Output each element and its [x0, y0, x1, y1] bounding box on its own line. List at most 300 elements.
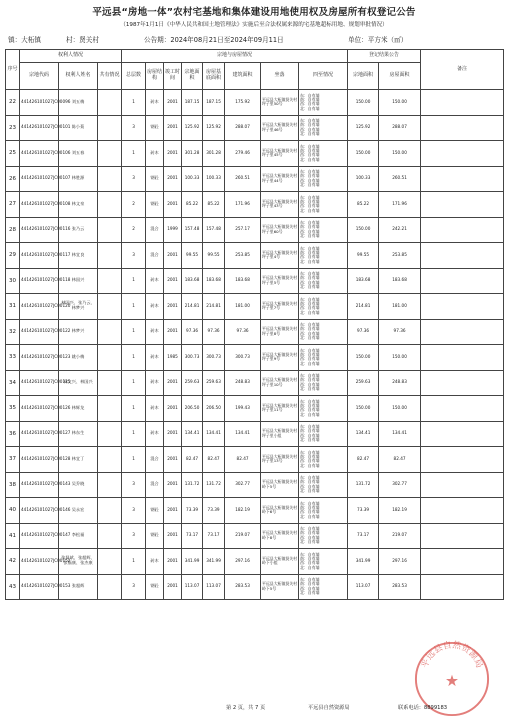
cell-reg-land-area: 150.00 — [348, 141, 379, 167]
cell-co-owner — [98, 268, 122, 294]
cell-owner-name: 林梦兴 — [59, 319, 98, 345]
cell-house-footprint: 300.73 — [203, 345, 225, 371]
registration-table — [5, 49, 504, 600]
cell-completion-year: 2001 — [164, 319, 182, 345]
cell-completion-year: 2001 — [164, 472, 182, 498]
cell-location: 平远县大柘镇贤关村坪子里44号 — [261, 166, 299, 192]
cell-parcel-area: 97.36 — [182, 319, 203, 345]
cell-co-owner — [98, 166, 122, 192]
boundary-line: 北：自有墙 — [300, 590, 320, 596]
cell-remark — [421, 345, 504, 371]
cell-reg-house-area: 181.00 — [379, 294, 421, 320]
cell-building-area: 97.36 — [225, 319, 261, 345]
cell-parcel-code: 441426101027JC00116 — [20, 217, 59, 243]
cell-seq: 38 — [6, 472, 20, 498]
header-year: 竣工时间 — [164, 63, 182, 90]
cell-floors: 1 — [122, 294, 146, 320]
cell-structure: 砖木 — [146, 294, 164, 320]
boundary-line: 南：自有墙 — [300, 402, 320, 408]
header-reg-land: 宗地面积 — [348, 63, 379, 90]
cell-building-area: 260.51 — [225, 166, 261, 192]
cell-co-owner — [98, 319, 122, 345]
cell-parcel-code: 441426101027JC00117 — [20, 243, 59, 269]
boundary-line: 北：自有墙 — [300, 411, 320, 417]
cell-building-area: 171.96 — [225, 192, 261, 218]
cell-reg-house-area: 260.51 — [379, 166, 421, 192]
cell-house-footprint: 85.22 — [203, 192, 225, 218]
boundary-line: 西：自有墙 — [300, 305, 320, 311]
boundary-line: 北：自有墙 — [300, 309, 320, 315]
cell-remark — [421, 523, 504, 549]
cell-co-owner — [98, 396, 122, 422]
cell-completion-year: 2001 — [164, 90, 182, 116]
header-area: 宗地面积 — [182, 63, 203, 90]
cell-co-owner — [98, 447, 122, 473]
boundary-line: 东：自有墙 — [300, 424, 320, 430]
cell-seq: 29 — [6, 243, 20, 269]
cell-completion-year: 2001 — [164, 268, 182, 294]
cell-owner-name: 陈小菊 — [59, 115, 98, 141]
cell-completion-year: 2001 — [164, 141, 182, 167]
boundary-line: 东：自有墙 — [300, 296, 320, 302]
cell-building-area: 82.47 — [225, 447, 261, 473]
boundary-line: 北：自有墙 — [300, 513, 320, 519]
cell-reg-land-area: 341.99 — [348, 549, 379, 575]
boundary-line: 西：自有墙 — [300, 483, 320, 489]
cell-reg-house-area: 97.36 — [379, 319, 421, 345]
cell-parcel-code: 441426101027JC00127 — [20, 421, 59, 447]
boundary-line: 东：自有墙 — [300, 118, 320, 124]
cell-location: 平远县大柘镇贤关村坪子里9号 — [261, 345, 299, 371]
cell-structure: 砖木 — [146, 370, 164, 396]
cell-remark — [421, 217, 504, 243]
cell-boundaries — [299, 166, 348, 192]
cell-owner-name: 张超辉 — [59, 574, 98, 600]
cell-house-footprint: 73.39 — [203, 498, 225, 524]
cell-parcel-code: 441426101027JC00125 — [20, 370, 59, 396]
cell-parcel-area: 341.99 — [182, 549, 203, 575]
boundary-line: 西：自有墙 — [300, 203, 320, 209]
table-row — [6, 90, 504, 116]
cell-house-footprint: 187.15 — [203, 90, 225, 116]
cell-completion-year: 2001 — [164, 498, 182, 524]
cell-location: 平远县大柘镇贤关村坪子里5号 — [261, 268, 299, 294]
cell-location: 平远县大柘镇贤关村岭下小组 — [261, 549, 299, 575]
cell-parcel-code: 441426101027JC00107 — [20, 166, 59, 192]
cell-boundaries — [299, 319, 348, 345]
header-seq: 序号 — [6, 50, 20, 90]
cell-building-area: 288.07 — [225, 115, 261, 141]
boundary-line: 南：自有墙 — [300, 351, 320, 357]
cell-completion-year: 2001 — [164, 243, 182, 269]
boundary-line: 东：自有墙 — [300, 526, 320, 532]
cell-remark — [421, 472, 504, 498]
table-row — [6, 447, 504, 473]
cell-owner-name: 姚小梅 — [59, 345, 98, 371]
header-build-area: 建筑面积 — [225, 63, 261, 90]
cell-parcel-area: 73.39 — [182, 498, 203, 524]
cell-reg-land-area: 134.41 — [348, 421, 379, 447]
cell-owner-name: 林宜良 — [59, 243, 98, 269]
boundary-line: 西：自有墙 — [300, 458, 320, 464]
cell-remark — [421, 370, 504, 396]
cell-reg-land-area: 150.00 — [348, 345, 379, 371]
boundary-line: 南：自有墙 — [300, 96, 320, 102]
cell-completion-year: 2001 — [164, 370, 182, 396]
cell-boundaries — [299, 345, 348, 371]
cell-remark — [421, 396, 504, 422]
cell-reg-land-area: 259.63 — [348, 370, 379, 396]
cell-structure: 混合 — [146, 447, 164, 473]
boundary-line: 南：自有墙 — [300, 147, 320, 153]
cell-house-footprint: 125.92 — [203, 115, 225, 141]
meta-village: 村：贤关村 — [66, 36, 99, 44]
cell-parcel-area: 134.41 — [182, 421, 203, 447]
cell-parcel-code: 441426101027JC00120 — [20, 294, 59, 320]
boundary-line: 北：自有墙 — [300, 284, 320, 290]
cell-reg-house-area: 283.53 — [379, 574, 421, 600]
cell-parcel-code: 441426101027JC00118 — [20, 268, 59, 294]
cell-reg-land-area: 214.81 — [348, 294, 379, 320]
boundary-line: 南：自有墙 — [300, 198, 320, 204]
cell-boundaries — [299, 217, 348, 243]
cell-owner-name: 林国兴 — [59, 268, 98, 294]
cell-parcel-code: 441426101027JC00096 — [20, 90, 59, 116]
cell-parcel-area: 183.68 — [182, 268, 203, 294]
cell-floors: 1 — [122, 268, 146, 294]
cell-house-footprint: 82.47 — [203, 447, 225, 473]
footer-issuer: 平远县自然资源局 — [308, 705, 350, 711]
boundary-line: 东：自有墙 — [300, 347, 320, 353]
boundary-line: 东：自有墙 — [300, 92, 320, 98]
cell-co-owner — [98, 115, 122, 141]
cell-house-footprint: 301.28 — [203, 141, 225, 167]
boundary-line: 北：自有墙 — [300, 207, 320, 213]
cell-co-owner — [98, 294, 122, 320]
page-title: 平远县“房地一体”农村宅基地和集体建设用地使用权及房屋所有权登记公告 — [92, 7, 416, 18]
cell-location: 平远县大柘镇贤关村坪子里8号 — [261, 319, 299, 345]
cell-floors: 1 — [122, 421, 146, 447]
cell-parcel-area: 206.50 — [182, 396, 203, 422]
footer-phone: 联系电话：8899183 — [398, 705, 448, 711]
cell-location: 平远县大柘镇贤关村坪子里46号 — [261, 115, 299, 141]
cell-co-owner — [98, 472, 122, 498]
boundary-line: 西：自有墙 — [300, 228, 320, 234]
boundary-line: 西：自有墙 — [300, 560, 320, 566]
boundary-line: 南：自有墙 — [300, 530, 320, 536]
boundary-line: 东：自有墙 — [300, 475, 320, 481]
boundary-line: 南：自有墙 — [300, 504, 320, 510]
cell-co-owner — [98, 523, 122, 549]
boundary-line: 西：自有墙 — [300, 585, 320, 591]
boundary-line: 南：自有墙 — [300, 224, 320, 230]
cell-boundaries — [299, 574, 348, 600]
cell-location: 平远县大柘镇贤关村坪子里11号 — [261, 396, 299, 422]
header-structure: 房屋结构 — [146, 63, 164, 90]
cell-parcel-area: 214.81 — [182, 294, 203, 320]
cell-house-footprint: 206.50 — [203, 396, 225, 422]
notice-meta — [8, 34, 503, 46]
boundary-line: 西：自有墙 — [300, 279, 320, 285]
boundary-line: 北：自有墙 — [300, 488, 320, 494]
cell-reg-land-area: 85.22 — [348, 192, 379, 218]
table-row — [6, 268, 504, 294]
cell-house-footprint: 214.81 — [203, 294, 225, 320]
cell-building-area: 248.83 — [225, 370, 261, 396]
cell-co-owner — [98, 90, 122, 116]
boundary-line: 北：自有墙 — [300, 131, 320, 137]
boundary-line: 东：自有墙 — [300, 220, 320, 226]
cell-structure: 砖木 — [146, 90, 164, 116]
seal-text: 平远县自然资源局 — [420, 640, 484, 670]
cell-parcel-code: 441426101027JC00146 — [20, 498, 59, 524]
cell-co-owner — [98, 243, 122, 269]
boundary-line: 东：自有墙 — [300, 551, 320, 557]
cell-parcel-code: 441426101027JC00153 — [20, 574, 59, 600]
cell-parcel-code: 441426101027JC00147 — [20, 523, 59, 549]
cell-remark — [421, 574, 504, 600]
cell-reg-house-area: 150.00 — [379, 141, 421, 167]
boundary-line: 北：自有墙 — [300, 105, 320, 111]
cell-boundaries — [299, 115, 348, 141]
boundary-line: 北：自有墙 — [300, 156, 320, 162]
cell-location: 平远县大柘镇贤关村坪子里7号 — [261, 294, 299, 320]
cell-building-area: 181.00 — [225, 294, 261, 320]
cell-completion-year: 2001 — [164, 166, 182, 192]
cell-structure: 砖木 — [146, 421, 164, 447]
cell-owner-name: 林东生 — [59, 421, 98, 447]
cell-completion-year: 2001 — [164, 523, 182, 549]
cell-parcel-area: 82.47 — [182, 447, 203, 473]
cell-co-owner — [98, 370, 122, 396]
cell-floors: 2 — [122, 217, 146, 243]
table-row — [6, 345, 504, 371]
cell-reg-land-area: 99.55 — [348, 243, 379, 269]
svg-text:★: ★ — [445, 671, 459, 690]
cell-remark — [421, 243, 504, 269]
cell-co-owner — [98, 217, 122, 243]
cell-house-footprint: 183.68 — [203, 268, 225, 294]
cell-house-footprint: 157.48 — [203, 217, 225, 243]
cell-parcel-area: 99.55 — [182, 243, 203, 269]
cell-parcel-code: 441426101027JC00123 — [20, 345, 59, 371]
cell-remark — [421, 319, 504, 345]
cell-parcel-area: 113.07 — [182, 574, 203, 600]
cell-completion-year: 2001 — [164, 115, 182, 141]
cell-parcel-code: 441426101027JC00128 — [20, 447, 59, 473]
cell-seq: 30 — [6, 268, 20, 294]
cell-reg-land-area: 100.33 — [348, 166, 379, 192]
cell-parcel-area: 301.28 — [182, 141, 203, 167]
cell-co-owner — [98, 141, 122, 167]
cell-owner-name: 林宜丁 — [59, 447, 98, 473]
cell-parcel-area: 259.63 — [182, 370, 203, 396]
cell-building-area: 257.17 — [225, 217, 261, 243]
boundary-line: 西：自有墙 — [300, 356, 320, 362]
cell-house-footprint: 259.63 — [203, 370, 225, 396]
cell-floors: 2 — [122, 192, 146, 218]
cell-owner-name: 吴永宏 — [59, 498, 98, 524]
cell-reg-land-area: 97.36 — [348, 319, 379, 345]
cell-owner-name: 李松福 — [59, 523, 98, 549]
cell-remark — [421, 268, 504, 294]
cell-location: 平远县大柘镇贤关村岭下5号 — [261, 574, 299, 600]
boundary-line: 西：自有墙 — [300, 177, 320, 183]
cell-boundaries — [299, 192, 348, 218]
cell-parcel-area: 157.48 — [182, 217, 203, 243]
cell-owner-name: 张贤斌、张超辉、张福康、张杰康 — [59, 549, 98, 575]
cell-location: 平远县大柘镇贤关村坪子里10号 — [261, 370, 299, 396]
cell-building-area: 253.85 — [225, 243, 261, 269]
header-footprint: 房屋基底面积 — [203, 63, 225, 90]
svg-text:平远县自然资源局 — [419, 640, 485, 670]
cell-co-owner — [98, 421, 122, 447]
boundary-line: 西：自有墙 — [300, 330, 320, 336]
cell-co-owner — [98, 498, 122, 524]
table-body — [6, 90, 504, 600]
boundary-line: 东：自有墙 — [300, 169, 320, 175]
page-number: 第 2 页，共 7 页 — [226, 705, 266, 711]
cell-structure: 砖木 — [146, 549, 164, 575]
cell-floors: 1 — [122, 370, 146, 396]
cell-reg-house-area: 288.07 — [379, 115, 421, 141]
cell-co-owner — [98, 345, 122, 371]
boundary-line: 南：自有墙 — [300, 581, 320, 587]
boundary-line: 西：自有墙 — [300, 407, 320, 413]
cell-reg-land-area: 125.92 — [348, 115, 379, 141]
cell-seq: 36 — [6, 421, 20, 447]
boundary-line: 西：自有墙 — [300, 126, 320, 132]
boundary-line: 北：自有墙 — [300, 258, 320, 264]
cell-floors: 1 — [122, 549, 146, 575]
boundary-line: 东：自有墙 — [300, 500, 320, 506]
cell-seq: 37 — [6, 447, 20, 473]
cell-parcel-area: 85.22 — [182, 192, 203, 218]
cell-completion-year: 2001 — [164, 192, 182, 218]
cell-structure: 混合 — [146, 217, 164, 243]
cell-reg-land-area: 183.68 — [348, 268, 379, 294]
cell-reg-land-area: 73.39 — [348, 498, 379, 524]
boundary-line: 北：自有墙 — [300, 539, 320, 545]
cell-remark — [421, 166, 504, 192]
cell-completion-year: 2001 — [164, 574, 182, 600]
cell-seq: 42 — [6, 549, 20, 575]
cell-building-area: 300.73 — [225, 345, 261, 371]
boundary-line: 南：自有墙 — [300, 326, 320, 332]
cell-reg-house-area: 248.83 — [379, 370, 421, 396]
boundary-line: 南：自有墙 — [300, 555, 320, 561]
boundary-line: 西：自有墙 — [300, 509, 320, 515]
cell-remark — [421, 90, 504, 116]
cell-reg-land-area: 131.72 — [348, 472, 379, 498]
boundary-line: 北：自有墙 — [300, 182, 320, 188]
cell-house-footprint: 73.17 — [203, 523, 225, 549]
cell-owner-name: 刘五春 — [59, 141, 98, 167]
cell-owner-name: 林胜源 — [59, 166, 98, 192]
boundary-line: 东：自有墙 — [300, 373, 320, 379]
boundary-line: 西：自有墙 — [300, 152, 320, 158]
cell-reg-house-area: 183.68 — [379, 268, 421, 294]
cell-house-footprint: 97.36 — [203, 319, 225, 345]
boundary-line: 东：自有墙 — [300, 143, 320, 149]
table-row — [6, 498, 504, 524]
cell-boundaries — [299, 549, 348, 575]
cell-building-area: 199.43 — [225, 396, 261, 422]
cell-boundaries — [299, 370, 348, 396]
cell-completion-year: 2001 — [164, 294, 182, 320]
cell-owner-name: 吴乔晓 — [59, 472, 98, 498]
cell-structure: 钢砼 — [146, 192, 164, 218]
cell-location: 平远县大柘镇贤关村坪子里50号 — [261, 90, 299, 116]
cell-remark — [421, 447, 504, 473]
boundary-line: 北：自有墙 — [300, 386, 320, 392]
cell-building-area: 279.46 — [225, 141, 261, 167]
cell-reg-land-area: 150.00 — [348, 396, 379, 422]
cell-floors: 3 — [122, 523, 146, 549]
cell-owner-name: 刘五梅 — [59, 90, 98, 116]
table-row — [6, 523, 504, 549]
boundary-line: 西：自有墙 — [300, 432, 320, 438]
cell-floors: 1 — [122, 345, 146, 371]
cell-reg-house-area: 134.41 — [379, 421, 421, 447]
boundary-line: 北：自有墙 — [300, 233, 320, 239]
cell-structure: 钢砼 — [146, 498, 164, 524]
cell-parcel-area: 187.15 — [182, 90, 203, 116]
cell-reg-land-area: 150.00 — [348, 90, 379, 116]
boundary-line: 西：自有墙 — [300, 534, 320, 540]
cell-owner-name: 张乃云 — [59, 217, 98, 243]
boundary-line: 东：自有墙 — [300, 398, 320, 404]
header-registration: 登记结果公告 — [348, 50, 421, 63]
cell-owner-name: 林文兴、林国兴 — [59, 370, 98, 396]
cell-building-area: 302.77 — [225, 472, 261, 498]
boundary-line: 南：自有墙 — [300, 249, 320, 255]
header-bounds: 四至情况 — [299, 63, 348, 90]
header-owner: 权利人姓名 — [59, 63, 98, 90]
cell-completion-year: 1985 — [164, 345, 182, 371]
cell-boundaries — [299, 498, 348, 524]
boundary-line: 东：自有墙 — [300, 245, 320, 251]
cell-seq: 31 — [6, 294, 20, 320]
table-row — [6, 549, 504, 575]
cell-boundaries — [299, 447, 348, 473]
table-row — [6, 294, 504, 320]
boundary-line: 西：自有墙 — [300, 101, 320, 107]
table-row — [6, 421, 504, 447]
boundary-line: 东：自有墙 — [300, 322, 320, 328]
boundary-line: 北：自有墙 — [300, 564, 320, 570]
cell-structure: 钢砼 — [146, 115, 164, 141]
cell-seq: 28 — [6, 217, 20, 243]
boundary-line: 南：自有墙 — [300, 173, 320, 179]
boundary-line: 东：自有墙 — [300, 194, 320, 200]
cell-house-footprint: 99.55 — [203, 243, 225, 269]
cell-seq: 40 — [6, 498, 20, 524]
cell-location: 平远县大柘镇贤关村岭下8号 — [261, 523, 299, 549]
cell-reg-land-area: 113.07 — [348, 574, 379, 600]
cell-seq: 22 — [6, 90, 20, 116]
cell-reg-house-area: 219.07 — [379, 523, 421, 549]
cell-completion-year: 2001 — [164, 396, 182, 422]
cell-boundaries — [299, 268, 348, 294]
boundary-line: 北：自有墙 — [300, 335, 320, 341]
cell-location: 平远县大柘镇贤关村坪子里43号 — [261, 192, 299, 218]
boundary-line: 北：自有墙 — [300, 437, 320, 443]
boundary-line: 西：自有墙 — [300, 381, 320, 387]
boundary-line: 东：自有墙 — [300, 449, 320, 455]
cell-reg-land-area: 150.00 — [348, 217, 379, 243]
cell-seq: 26 — [6, 166, 20, 192]
